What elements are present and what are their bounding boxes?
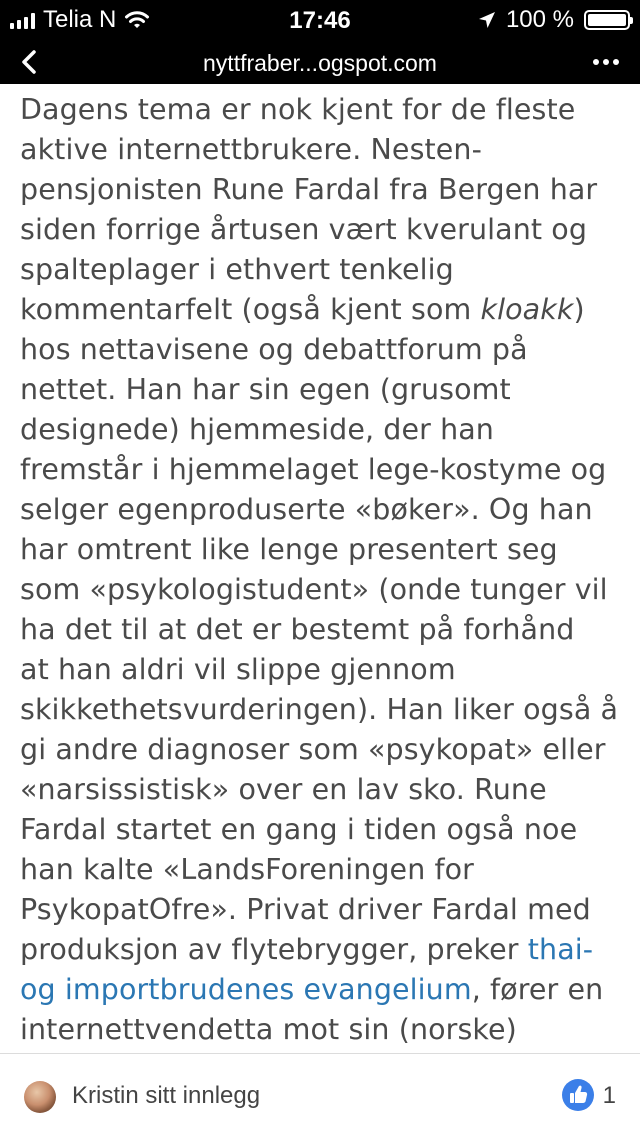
- article-text: , fører en: [471, 973, 604, 1006]
- share-footer: [0, 1053, 640, 1137]
- clock: 17:46: [289, 7, 351, 34]
- article-line: hos nettavisene og debattforum på: [20, 333, 528, 366]
- article-line: nettet. Han har sin egen (grusomt: [20, 373, 511, 406]
- article-text: kommentarfelt (også kjent som: [20, 293, 481, 326]
- article-line: siden forrige årtusen vært kverulant og: [20, 213, 588, 246]
- battery-icon: [584, 10, 630, 30]
- article-link-part1[interactable]: thai-: [527, 933, 594, 966]
- article-line: [20, 930, 630, 970]
- article-line: fremstår i hjemmelaget lege-kostyme og: [20, 453, 607, 486]
- article-line: som «psykologistudent» (onde tunger vil: [20, 573, 608, 606]
- poster-label[interactable]: Kristin sitt innlegg: [72, 1082, 261, 1109]
- article-line: gi andre diagnoser som «psykopat» eller: [20, 733, 606, 766]
- article-line: Dagens tema er nok kjent for de fleste: [20, 93, 576, 126]
- article-line: Fardal startet en gang i tiden også noe: [20, 813, 578, 846]
- battery-percent: 100 %: [505, 6, 574, 33]
- article-line: at han aldri vil slippe gjennom: [20, 653, 456, 686]
- avatar[interactable]: [24, 1081, 56, 1113]
- article-line: han kalte «LandsForeningen for: [20, 853, 475, 886]
- like-count: 1: [602, 1082, 616, 1109]
- article-text: produksjon av flytebrygger, preker: [20, 933, 528, 966]
- article-line: [20, 290, 630, 330]
- article-line: «narsissistisk» over en lav sko. Rune: [20, 773, 547, 806]
- article-line: skikkethetsvurderingen). Han liker også å: [20, 693, 619, 726]
- article-body: [20, 90, 630, 1050]
- article-line: selger egenproduserte «bøker». Og han: [20, 493, 593, 526]
- italic-word: kloakk: [480, 293, 574, 326]
- article-line: PsykopatOfre». Privat driver Fardal med: [20, 893, 591, 926]
- browser-toolbar: [0, 40, 640, 84]
- status-bar: [0, 0, 640, 40]
- article-line: internettvendetta mot sin (norske): [20, 1013, 517, 1046]
- url-label[interactable]: nyttfraber...ogspot.com: [203, 50, 437, 76]
- article-text: ): [573, 293, 585, 326]
- article-line: spalteplager i ethvert tenkelig: [20, 253, 454, 286]
- like-thumb-icon[interactable]: [562, 1079, 594, 1111]
- article-link-part2[interactable]: og importbrudenes evangelium: [20, 973, 472, 1006]
- article-line: pensjonisten Rune Fardal fra Bergen har: [20, 173, 598, 206]
- article-line: [20, 970, 630, 1010]
- article-line: har omtrent like lenge presentert seg: [20, 533, 558, 566]
- status-right: [478, 8, 630, 32]
- article-line: aktive internettbrukere. Nesten-: [20, 133, 482, 166]
- article-line: ha det til at det er bestemt på forhånd: [20, 613, 575, 646]
- more-dots-icon[interactable]: [586, 50, 626, 74]
- location-arrow-icon: [478, 11, 496, 29]
- carrier-name: Telia N: [43, 6, 117, 33]
- article-line: designede) hjemmeside, der han: [20, 413, 494, 446]
